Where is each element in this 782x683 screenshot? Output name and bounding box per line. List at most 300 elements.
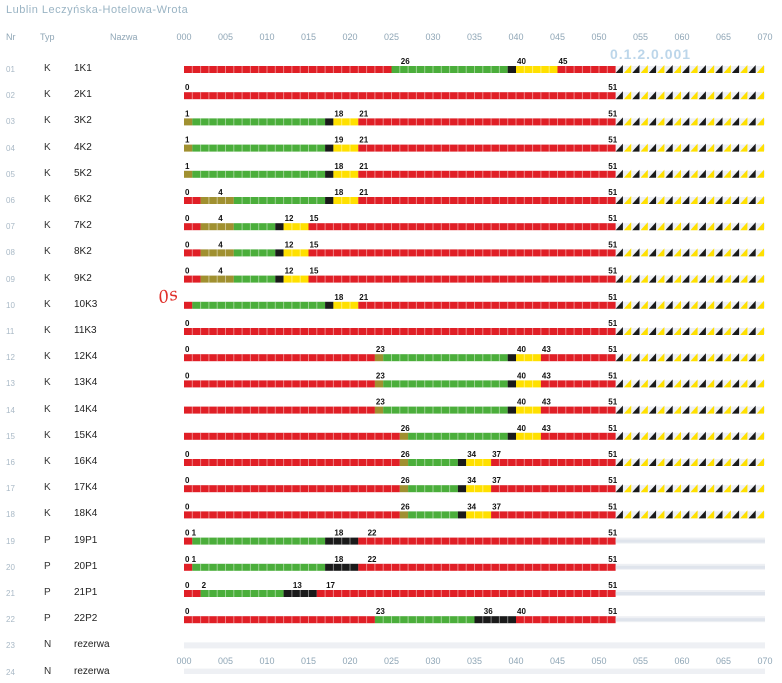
bar-segment-green — [234, 276, 275, 283]
segment-divider — [350, 616, 351, 623]
segment-divider — [250, 354, 251, 361]
segment-divider — [499, 459, 500, 466]
segment-divider — [599, 118, 600, 125]
segment-divider — [391, 249, 392, 256]
row-name: 4K2 — [74, 141, 92, 153]
segment-divider — [424, 171, 425, 178]
segment-divider — [308, 197, 309, 204]
segment-divider — [607, 145, 608, 152]
segment-divider — [516, 92, 517, 99]
scale-tick: 070 — [757, 656, 773, 666]
segment-divider — [607, 407, 608, 414]
segment-divider — [316, 249, 317, 256]
segment-divider — [524, 380, 525, 387]
row-type: K — [44, 89, 51, 101]
segment-divider — [341, 249, 342, 256]
segment-divider — [208, 197, 209, 204]
segment-divider — [275, 380, 276, 387]
bar-segment-yellow — [516, 433, 541, 440]
mark-label: 26 — [400, 476, 410, 486]
segment-divider — [258, 616, 259, 623]
segment-divider — [466, 249, 467, 256]
segment-divider — [524, 354, 525, 361]
segment-divider — [524, 171, 525, 178]
segment-divider — [482, 511, 483, 518]
segment-divider — [574, 485, 575, 492]
segment-divider — [449, 118, 450, 125]
segment-divider — [433, 223, 434, 230]
segment-divider — [457, 354, 458, 361]
segment-divider — [291, 511, 292, 518]
segment-divider — [499, 118, 500, 125]
segment-divider — [391, 564, 392, 571]
segment-divider — [540, 564, 541, 571]
segment-divider — [424, 249, 425, 256]
segment-divider — [399, 538, 400, 545]
segment-divider — [532, 171, 533, 178]
bar-segment-black — [275, 249, 283, 256]
mark-label: 43 — [541, 345, 551, 355]
segment-divider — [499, 276, 500, 283]
segment-divider — [433, 459, 434, 466]
segment-divider — [267, 223, 268, 230]
segment-divider — [482, 590, 483, 597]
segment-divider — [200, 380, 201, 387]
segment-divider — [482, 616, 483, 623]
segment-divider — [366, 433, 367, 440]
segment-divider — [433, 511, 434, 518]
segment-divider — [358, 433, 359, 440]
segment-divider — [275, 485, 276, 492]
scale-tick: 010 — [259, 32, 275, 42]
bar-segment-black — [458, 485, 466, 492]
segment-divider — [399, 616, 400, 623]
segment-divider — [366, 92, 367, 99]
segment-divider — [225, 590, 226, 597]
segment-divider — [599, 249, 600, 256]
segment-divider — [250, 145, 251, 152]
segment-divider — [590, 145, 591, 152]
segment-divider — [524, 407, 525, 414]
bar-segment-red — [358, 171, 615, 178]
segment-divider — [441, 328, 442, 335]
segment-divider — [391, 92, 392, 99]
row-type: N — [44, 639, 52, 651]
row-type: K — [44, 194, 51, 205]
row-type: P — [44, 613, 51, 625]
segment-divider — [599, 511, 600, 518]
segment-divider — [582, 276, 583, 283]
segment-divider — [267, 616, 268, 623]
segment-divider — [491, 171, 492, 178]
segment-divider — [192, 590, 193, 597]
segment-divider — [441, 249, 442, 256]
segment-divider — [449, 380, 450, 387]
segment-divider — [441, 485, 442, 492]
segment-divider — [516, 276, 517, 283]
segment-divider — [416, 328, 417, 335]
segment-divider — [275, 590, 276, 597]
segment-divider — [416, 66, 417, 73]
segment-divider — [258, 433, 259, 440]
segment-divider — [358, 511, 359, 518]
segment-divider — [540, 197, 541, 204]
segment-divider — [433, 92, 434, 99]
mark-label: 26 — [400, 423, 410, 433]
mark-label: 51 — [608, 319, 618, 328]
segment-divider — [424, 511, 425, 518]
scale-tick: 045 — [549, 656, 566, 666]
segment-divider — [316, 302, 317, 309]
segment-divider — [366, 145, 367, 152]
segment-divider — [590, 407, 591, 414]
segment-divider — [457, 118, 458, 125]
segment-divider — [507, 302, 508, 309]
segment-divider — [350, 302, 351, 309]
bar-segment-green — [383, 354, 508, 361]
segment-divider — [433, 328, 434, 335]
mark-label: 15 — [309, 266, 319, 276]
segment-divider — [433, 433, 434, 440]
segment-divider — [267, 485, 268, 492]
segment-divider — [565, 145, 566, 152]
segment-divider — [391, 302, 392, 309]
segment-divider — [333, 249, 334, 256]
segment-divider — [408, 354, 409, 361]
segment-divider — [242, 328, 243, 335]
mark-label: 51 — [608, 450, 618, 459]
segment-divider — [590, 171, 591, 178]
segment-divider — [308, 511, 309, 518]
segment-divider — [590, 354, 591, 361]
segment-divider — [599, 92, 600, 99]
row-name: 14K4 — [74, 403, 98, 415]
bar-segment-black — [458, 511, 466, 518]
segment-divider — [574, 276, 575, 283]
segment-divider — [383, 485, 384, 492]
segment-divider — [582, 538, 583, 545]
segment-divider — [300, 66, 301, 73]
segment-divider — [532, 249, 533, 256]
segment-divider — [200, 407, 201, 414]
segment-divider — [532, 302, 533, 309]
segment-divider — [599, 616, 600, 623]
segment-divider — [383, 197, 384, 204]
segment-divider — [291, 380, 292, 387]
segment-divider — [540, 511, 541, 518]
segment-divider — [532, 328, 533, 335]
segment-divider — [217, 380, 218, 387]
segment-divider — [341, 302, 342, 309]
scale-tick: 060 — [674, 656, 690, 666]
segment-divider — [433, 485, 434, 492]
segment-divider — [565, 328, 566, 335]
segment-divider — [366, 485, 367, 492]
bar-segment-yellow — [516, 380, 541, 387]
segment-divider — [449, 485, 450, 492]
segment-divider — [366, 616, 367, 623]
segment-divider — [516, 302, 517, 309]
segment-divider — [374, 433, 375, 440]
segment-divider — [565, 276, 566, 283]
segment-divider — [424, 276, 425, 283]
segment-divider — [474, 433, 475, 440]
segment-divider — [283, 538, 284, 545]
segment-divider — [258, 223, 259, 230]
segment-divider — [341, 511, 342, 518]
segment-divider — [482, 538, 483, 545]
segment-divider — [399, 407, 400, 414]
segment-divider — [524, 459, 525, 466]
segment-divider — [516, 223, 517, 230]
segment-divider — [383, 590, 384, 597]
segment-divider — [267, 118, 268, 125]
segment-divider — [192, 223, 193, 230]
segment-divider — [316, 171, 317, 178]
segment-divider — [416, 380, 417, 387]
segment-divider — [507, 92, 508, 99]
segment-divider — [383, 564, 384, 571]
segment-divider — [441, 302, 442, 309]
segment-divider — [242, 302, 243, 309]
mark-label: 13 — [292, 581, 302, 590]
segment-divider — [242, 66, 243, 73]
segment-divider — [557, 485, 558, 492]
segment-divider — [565, 197, 566, 204]
handwritten-annotation: 0s — [156, 284, 181, 309]
segment-divider — [225, 354, 226, 361]
segment-divider — [308, 118, 309, 125]
bar-segment-red — [309, 223, 616, 230]
scale-tick: 050 — [591, 32, 607, 42]
segment-divider — [275, 171, 276, 178]
segment-divider — [433, 276, 434, 283]
segment-divider — [457, 407, 458, 414]
segment-divider — [383, 276, 384, 283]
segment-divider — [499, 197, 500, 204]
bar-segment-olive — [400, 433, 408, 440]
segment-divider — [192, 354, 193, 361]
segment-divider — [341, 223, 342, 230]
row-type: P — [44, 560, 51, 572]
segment-divider — [599, 485, 600, 492]
segment-divider — [474, 118, 475, 125]
segment-divider — [208, 459, 209, 466]
segment-divider — [491, 380, 492, 387]
mark-label: 0 — [185, 83, 190, 93]
segment-divider — [474, 92, 475, 99]
mark-label: 17 — [326, 581, 336, 590]
mark-label: 40 — [517, 57, 526, 66]
segment-divider — [258, 249, 259, 256]
segment-divider — [499, 590, 500, 597]
mark-label: 34 — [467, 502, 477, 512]
segment-divider — [590, 249, 591, 256]
segment-divider — [225, 380, 226, 387]
segment-divider — [424, 485, 425, 492]
segment-divider — [200, 616, 201, 623]
segment-divider — [474, 223, 475, 230]
segment-divider — [374, 249, 375, 256]
segment-divider — [267, 328, 268, 335]
segment-divider — [192, 459, 193, 466]
bar-segment-black — [508, 407, 516, 414]
row-number: 09 — [6, 274, 15, 284]
segment-divider — [549, 459, 550, 466]
segment-divider — [599, 223, 600, 230]
segment-divider — [333, 354, 334, 361]
segment-divider — [391, 538, 392, 545]
bar-segment-olive — [375, 407, 383, 414]
segment-divider — [267, 92, 268, 99]
segment-divider — [590, 302, 591, 309]
segment-divider — [457, 590, 458, 597]
bar-segment-green — [234, 249, 275, 256]
row-name: 7K2 — [74, 220, 92, 232]
segment-divider — [275, 66, 276, 73]
segment-divider — [300, 328, 301, 335]
segment-divider — [308, 433, 309, 440]
segment-divider — [424, 302, 425, 309]
segment-divider — [250, 564, 251, 571]
segment-divider — [408, 328, 409, 335]
segment-divider — [233, 590, 234, 597]
segment-divider — [383, 66, 384, 73]
scale-tick: 030 — [425, 656, 441, 666]
segment-divider — [399, 223, 400, 230]
segment-divider — [242, 223, 243, 230]
segment-divider — [557, 145, 558, 152]
segment-divider — [499, 171, 500, 178]
segment-divider — [242, 511, 243, 518]
segment-divider — [599, 328, 600, 335]
segment-divider — [607, 223, 608, 230]
segment-divider — [599, 459, 600, 466]
segment-divider — [441, 92, 442, 99]
segment-divider — [599, 380, 600, 387]
segment-divider — [482, 118, 483, 125]
segment-divider — [325, 66, 326, 73]
segment-divider — [325, 223, 326, 230]
mark-label: 0 — [185, 502, 190, 512]
bar-segment-olive — [184, 171, 192, 178]
segment-divider — [416, 590, 417, 597]
segment-divider — [300, 197, 301, 204]
segment-divider — [283, 118, 284, 125]
mark-label: 0 — [185, 214, 190, 224]
segment-divider — [590, 433, 591, 440]
segment-divider — [599, 171, 600, 178]
segment-divider — [366, 302, 367, 309]
segment-divider — [383, 433, 384, 440]
segment-divider — [275, 302, 276, 309]
segment-divider — [225, 538, 226, 545]
segment-divider — [300, 459, 301, 466]
segment-divider — [267, 433, 268, 440]
bar-segment-black — [508, 354, 516, 361]
segment-divider — [549, 66, 550, 73]
segment-divider — [192, 276, 193, 283]
segment-divider — [399, 276, 400, 283]
segment-divider — [491, 433, 492, 440]
segment-divider — [416, 407, 417, 414]
segment-divider — [200, 485, 201, 492]
segment-divider — [208, 302, 209, 309]
bar-segment-olive — [400, 485, 408, 492]
segment-divider — [574, 92, 575, 99]
segment-divider — [441, 590, 442, 597]
segment-divider — [433, 197, 434, 204]
segment-divider — [557, 354, 558, 361]
segment-divider — [457, 66, 458, 73]
segment-divider — [200, 302, 201, 309]
row-type: K — [44, 429, 51, 441]
segment-divider — [358, 92, 359, 99]
segment-divider — [474, 380, 475, 387]
bar-segment-red — [358, 197, 615, 204]
segment-divider — [308, 145, 309, 152]
bar-segment-olive — [400, 459, 408, 466]
segment-divider — [449, 276, 450, 283]
segment-divider — [540, 249, 541, 256]
segment-divider — [258, 328, 259, 335]
scale-tick: 000 — [176, 32, 192, 42]
segment-divider — [341, 92, 342, 99]
segment-divider — [341, 590, 342, 597]
segment-divider — [524, 66, 525, 73]
row-number: 11 — [6, 327, 15, 336]
segment-divider — [424, 66, 425, 73]
segment-divider — [549, 249, 550, 256]
mark-label: 40 — [517, 371, 526, 381]
segment-divider — [441, 459, 442, 466]
segment-divider — [341, 380, 342, 387]
segment-divider — [557, 92, 558, 99]
segment-divider — [374, 276, 375, 283]
segment-divider — [516, 485, 517, 492]
segment-divider — [316, 511, 317, 518]
segment-divider — [424, 590, 425, 597]
segment-divider — [532, 538, 533, 545]
segment-divider — [557, 197, 558, 204]
mark-label: 43 — [541, 371, 551, 381]
bar-segment-black — [325, 145, 333, 152]
segment-divider — [565, 485, 566, 492]
segment-divider — [283, 433, 284, 440]
segment-divider — [449, 511, 450, 518]
mark-label: 51 — [608, 240, 618, 250]
segment-divider — [200, 511, 201, 518]
segment-divider — [599, 197, 600, 204]
segment-divider — [499, 328, 500, 335]
segment-divider — [300, 92, 301, 99]
segment-divider — [233, 380, 234, 387]
segment-divider — [383, 616, 384, 623]
segment-divider — [549, 380, 550, 387]
segment-divider — [291, 145, 292, 152]
bar-segment-yellow — [516, 354, 541, 361]
segment-divider — [258, 302, 259, 309]
segment-divider — [316, 380, 317, 387]
segment-divider — [499, 145, 500, 152]
segment-divider — [607, 511, 608, 518]
mark-label: 18 — [334, 528, 344, 538]
bar-segment-olive — [375, 380, 383, 387]
segment-divider — [350, 564, 351, 571]
segment-divider — [441, 171, 442, 178]
segment-divider — [499, 538, 500, 545]
watermark-text: 0.1.2.0.001 — [610, 46, 692, 62]
